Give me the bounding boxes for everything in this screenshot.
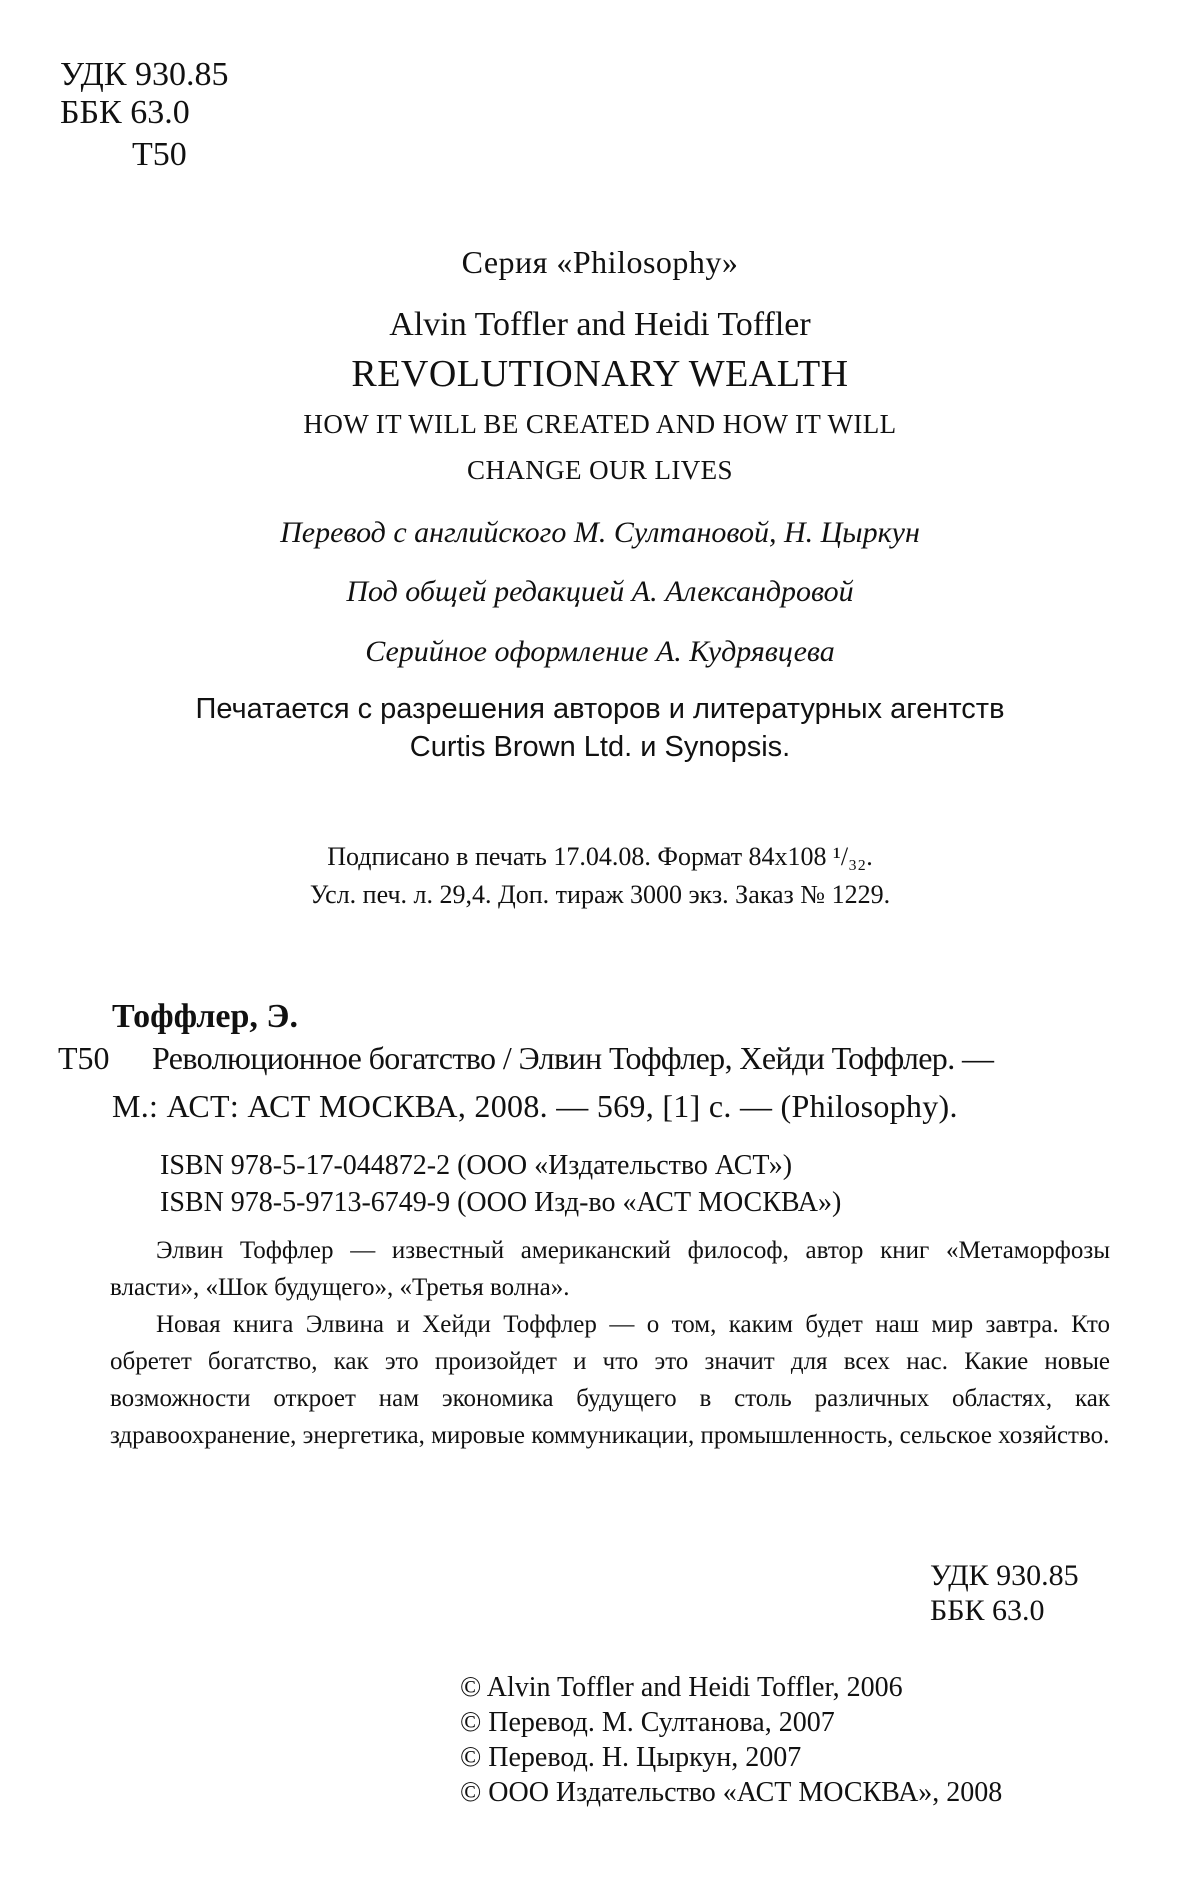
bibliographic-line-2: М.: АСТ: АСТ МОСКВА, 2008. — 569, [1] с. — (Philosophy). (112, 1088, 958, 1124)
editor-credit: Под общей редакцией А. Александровой (346, 575, 854, 608)
print-info (0, 838, 1200, 914)
classification-codes-top (60, 56, 229, 132)
bbk-code-bottom: ББК 63.0 (930, 1594, 1045, 1627)
original-subtitle-line-1: HOW IT WILL BE CREATED AND HOW IT WILL (303, 409, 897, 439)
classification-codes-bottom (930, 1558, 1079, 1628)
annotation-paragraph-2: Новая книга Элвина и Хейди Тоффлер — о том, каким будет наш мир завтра. Кто обретет богатство, как это произойдет и что это значит для всех нас. Какие новые возможности откроет нам экономика будущего в столь различных областях, как здравоохранение, энергетика, мировые коммуникации, промышленность, сельское хозяйство. (110, 1311, 1110, 1449)
bibliographic-code: Т50 (58, 1040, 110, 1076)
original-authors: Alvin Toffler and Heidi Toffler (389, 306, 811, 343)
isbn-ast: ISBN 978-5-17-044872-2 (ООО «Издательство АСТ») (160, 1150, 793, 1181)
print-info-line-2: Усл. печ. л. 29,4. Доп. тираж 3000 экз. Заказ № 1229. (309, 880, 891, 909)
bibliographic-line-1: Революционное богатство / Элвин Тоффлер, Хейди Тоффлер. — (152, 1040, 994, 1076)
design-credit: Серийное оформление А. Кудрявцева (365, 635, 835, 668)
copyright-line-2: © Перевод. М. Султанова, 2007 (460, 1707, 835, 1738)
bbk-code: ББК 63.0 (60, 94, 190, 131)
bibliographic-author: Тоффлер, Э. (112, 998, 298, 1035)
author-mark: Т50 (132, 136, 187, 173)
udk-code-bottom: УДК 930.85 (930, 1559, 1079, 1592)
print-info-line-1: Подписано в печать 17.04.08. Формат 84x108 ¹/₃₂. (327, 842, 873, 871)
original-title: REVOLUTIONARY WEALTH (351, 353, 849, 395)
isbn-ast-moskva: ISBN 978-5-9713-6749-9 (ООО Изд-во «АСТ МОСКВА») (160, 1187, 842, 1218)
original-subtitle-line-2: CHANGE OUR LIVES (467, 455, 733, 485)
annotation-paragraph-1: Элвин Тоффлер — известный американский философ, автор книг «Метаморфозы власти», «Шок будущего», «Третья волна». (110, 1237, 1110, 1301)
permission-line-2: Curtis Brown Ltd. и Synopsis. (409, 731, 791, 763)
permission-line-1: Печатается с разрешения авторов и литературных агентств (195, 693, 1005, 725)
copyright-line-3: © Перевод. Н. Цыркун, 2007 (460, 1742, 802, 1773)
copyright-line-1: © Alvin Toffler and Heidi Toffler, 2006 (460, 1672, 903, 1703)
copyright-line-4: © ООО Издательство «АСТ МОСКВА», 2008 (460, 1777, 1003, 1808)
annotation (110, 1232, 1110, 1454)
udk-code: УДК 930.85 (60, 56, 229, 93)
copyright-block (460, 1670, 1002, 1810)
permission-note (0, 690, 1200, 766)
series-name: Серия «Philosophy» (461, 244, 739, 280)
translation-credit: Перевод с английского М. Султановой, Н. Цыркун (280, 516, 920, 549)
